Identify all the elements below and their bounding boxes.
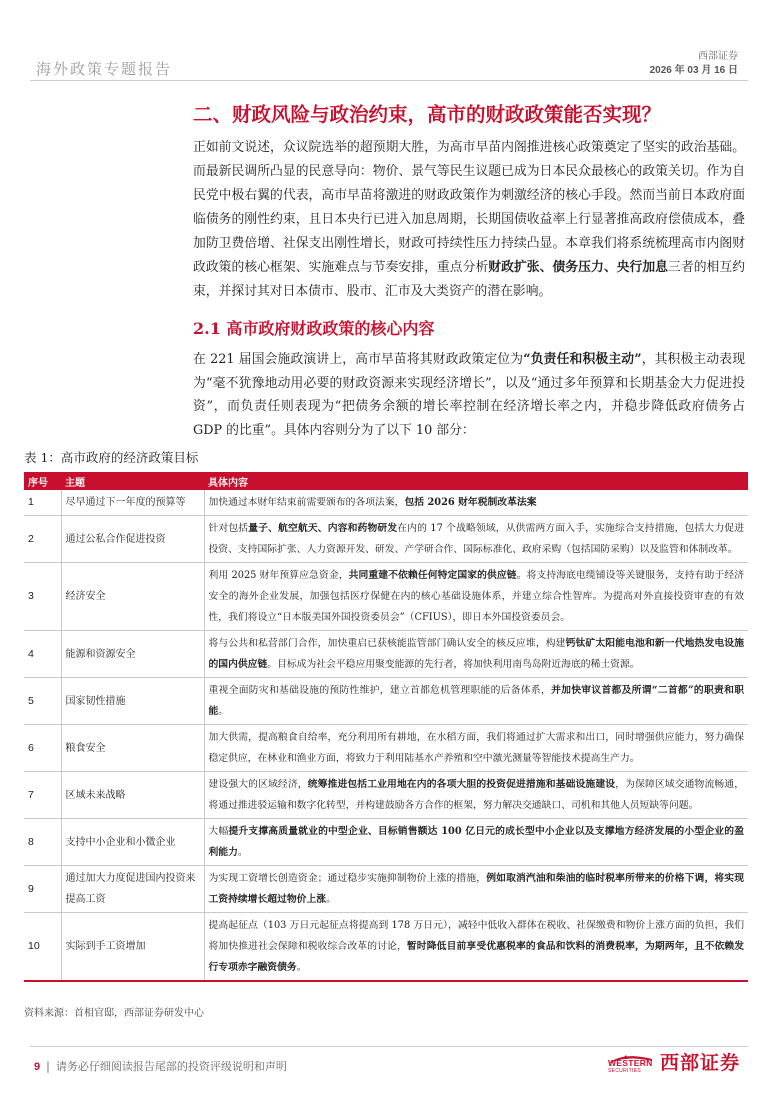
- table-row: [24, 725, 748, 772]
- intro-paragraph: [193, 136, 745, 304]
- content-text: 加快通过本财年结束前需要颁布的各项法案，: [208, 497, 405, 508]
- row-topic: 通过加大力度促进国内投资来提高工资: [61, 866, 204, 913]
- footer-disclaimer: 请务必仔细阅读报告尾部的投资评级说明和声明: [55, 1060, 287, 1073]
- content-text: 为实现工资增长创造资金；通过稳步实施抑制物价上涨的措施，: [208, 873, 487, 884]
- row-topic: 实际到手工资增加: [61, 913, 204, 982]
- content-text: 建设强大的区域经济，: [208, 779, 308, 790]
- table-caption: 表 1：高市政府的经济政策目标: [24, 450, 199, 465]
- row-content: [204, 725, 748, 772]
- row-content: [204, 678, 748, 725]
- row-content: [204, 913, 748, 982]
- row-topic: 区域未来战略: [61, 772, 204, 819]
- table-header-row: [24, 472, 748, 490]
- table-row: [24, 772, 748, 819]
- row-num: 1: [24, 490, 61, 516]
- table-row: [24, 866, 748, 913]
- row-topic: 通过公私合作促进投资: [61, 516, 204, 563]
- row-num: 3: [24, 563, 61, 631]
- row-content: [204, 563, 748, 631]
- table-row: [24, 631, 748, 678]
- row-topic: 经济安全: [61, 563, 204, 631]
- row-content: [204, 866, 748, 913]
- table-row: [24, 819, 748, 866]
- content-bold: 暂时降低目前享受优惠税率的食品和饮料的消费税率，为期两年，且不依赖发行专项赤字融资债务: [208, 941, 745, 973]
- content-bold: 量子、航空航天、内容和药物研发: [248, 523, 398, 534]
- row-topic: 支持中小企业和小微企业: [61, 819, 204, 866]
- header-brand: 西部证券: [698, 51, 738, 62]
- content-text: 。: [296, 962, 307, 973]
- row-num: 4: [24, 631, 61, 678]
- content-text: 重视全面防灾和基础设施的预防性维护，建立首都危机管理职能的后备体系，: [208, 685, 552, 696]
- row-content: [204, 772, 748, 819]
- table-row: [24, 490, 748, 516]
- intro-text-1: 正如前文说述，众议院选举的超预期大胜，为高市早苗内阁推进核心政策奠定了坚实的政治基础。而最新民调所凸显的民意导向：物价、景气等民生议题已成为日本民众最核心的政策关切。作为自民党中极右翼的代表，高市早苗将激进的财政政策作为刺激经济的核心手段。然而当前日本政府面临债务的刚性约束，且日本央行已进入加息周期，长期国债收益率上行显著推高政府偿债成本，叠加防卫费倍增、社保支出刚性增长，财政可持续性压力持续凸显。本章我们将系统梳理高市内阁财政政策的核心框架、实施难点与节奏安排，重点分析: [193, 140, 745, 275]
- content-bold: 统筹推进包括工业用地在内的各项大胆的投资促进措施和基础设施建设: [307, 779, 616, 790]
- row-content: [204, 819, 748, 866]
- row-topic: 粮食安全: [61, 725, 204, 772]
- header-num: 序号: [24, 472, 61, 490]
- content-bold: 钙钛矿太阳能电池和新一代地热发电设施的国内供应链: [208, 638, 745, 670]
- intro-text-2: 三者的相互约束，并探讨其对日本债市、股市、汇市及大类资产的潜在影响。: [193, 260, 746, 299]
- content-text: 。: [326, 894, 336, 905]
- row-topic: 尽早通过下一年度的预算等: [61, 490, 204, 516]
- western-securities-logo: [608, 1048, 740, 1075]
- row-num: 9: [24, 866, 61, 913]
- report-type: 海外政策专题报告: [36, 60, 173, 78]
- row-content: [204, 490, 748, 516]
- row-num: 8: [24, 819, 61, 866]
- header-divider: [30, 80, 748, 81]
- report-date: 2026 年 03 月 16 日: [649, 65, 738, 76]
- content-text: 在内的 17 个战略领域，从供需两方面入手，实施综合支持措施，包括大力促进投资、支持国际扩张、人力资源开发、研发、产学研合作、国际标准化、政府采购（包括国防采购）以及监管和体制改革。: [208, 523, 745, 555]
- row-topic: 能源和资源安全: [61, 631, 204, 678]
- header-brand-date: [650, 50, 738, 78]
- row-content: [204, 631, 748, 678]
- row-num: 7: [24, 772, 61, 819]
- content-text: 大幅: [208, 826, 229, 837]
- content-bold: 共同重建不依赖任何特定国家的供应链: [348, 570, 517, 581]
- content-bold: 包括 2026 财年税制改革法案: [404, 497, 537, 508]
- content-text: ，为保障区域交通物流畅通，将通过推进驳运输和数字化转型，并构建鼓励各方合作的框架，努力解决交通缺口、司机和其他人员短缺等问题。: [208, 779, 745, 811]
- content-bold: 提升支撑高质量就业的中型企业、目标销售额达 100 亿日元的成长型中小企业以及支撑地方经济发展的小型企业的盈利能力: [208, 826, 745, 858]
- row-num: 6: [24, 725, 61, 772]
- intro-bold: 财政扩张、债务压力、央行加息: [488, 260, 669, 275]
- page-number: 9: [34, 1061, 41, 1073]
- table-row: [24, 913, 748, 982]
- header-content: 具体内容: [204, 472, 748, 490]
- footer-divider: [30, 1046, 748, 1047]
- row-content: [204, 516, 748, 563]
- para2-text-1: 在 221 届国会施政演讲上，高市早苗将其财政政策定位为: [193, 352, 524, 367]
- row-num: 10: [24, 913, 61, 982]
- table-source: 资料来源：首相官邸，西部证券研发中心: [24, 1008, 204, 1019]
- policy-table: [24, 472, 748, 982]
- row-num: 2: [24, 516, 61, 563]
- footer-note: [34, 1058, 287, 1074]
- table-row: [24, 678, 748, 725]
- content-text: 针对包括: [208, 523, 249, 534]
- table-row: [24, 563, 748, 631]
- header-topic: 主题: [61, 472, 204, 490]
- footer-separator: |: [46, 1060, 50, 1073]
- content-text: 提高起征点（103 万日元起征点将提高到 178 万日元），减轻中低收入群体在税收、社保缴费和物价上涨方面的负担，我们将加快推进社会保障和税收综合改革的讨论，: [208, 920, 744, 952]
- content-bold: 例如取消汽油和柴油的临时税率所带来的价格下调，将实现工资持续增长超过物价上涨: [208, 873, 745, 905]
- content-text: 。目标成为社会平稳应用聚变能源的先行者，将加快利用南鸟岛附近海底的稀土资源。: [267, 659, 640, 670]
- table-row: [24, 516, 748, 563]
- content-text: 。: [218, 706, 229, 717]
- content-text: 。: [237, 847, 248, 858]
- section-title: 二、财政风险与政治约束，高市的财政政策能否实现？: [193, 103, 662, 126]
- logo-cn: 西部证券: [659, 1052, 740, 1074]
- para2-text-2: ，其积极主动表现为“毫不犹豫地动用必要的财政资源来实现经济增长”，以及“通过多年预算和长期基金大力促进投资”，而负责任则表现为“把债务余额的增长率控制在经济增长率之内，并稳步降低政府债务占 GDP 的比重”。具体内容则分为了以下 10 部分：: [193, 352, 746, 438]
- row-topic: 国家韧性措施: [61, 678, 204, 725]
- logo-mark: [608, 1049, 654, 1075]
- content-text: 将与公共和私营部门合作，加快重启已获核能监管部门确认安全的核反应堆，构建: [208, 638, 566, 649]
- content-text: 加大供需，提高粮食自给率，充分利用所有耕地，在水稻方面，我们将通过扩大需求和出口，同时增强供应能力，努力确保稳定供应，在林业和渔业方面，将致力于利用陆基水产养殖和空中激光测量等智能技术提高生产力。: [208, 732, 744, 764]
- content-text: 利用 2025 财年预算应急资金，: [208, 570, 349, 581]
- content-text: 。将支持海底电缆铺设等关键服务，支持有助于经济安全的海外企业发展，加强包括医疗保健在内的核心基础设施体系，并建立综合性智库。为提高对外直接投资审查的有效性，我们将设立“日本版美国外国投资委员会”（CFIUS），即日本外国投资委员会。: [208, 570, 745, 623]
- policy-paragraph: [193, 348, 745, 442]
- logo-en-sub: SECURITIES: [607, 1067, 641, 1074]
- para2-quote: “负责任和积极主动”: [523, 352, 642, 367]
- content-bold: 并加快审议首都及所谓“二首都”的职责和职能: [208, 685, 744, 717]
- logo-en: WESTERN: [607, 1057, 653, 1068]
- subsection-title: 2.1 高市政府财政政策的核心内容: [193, 319, 435, 338]
- row-num: 5: [24, 678, 61, 725]
